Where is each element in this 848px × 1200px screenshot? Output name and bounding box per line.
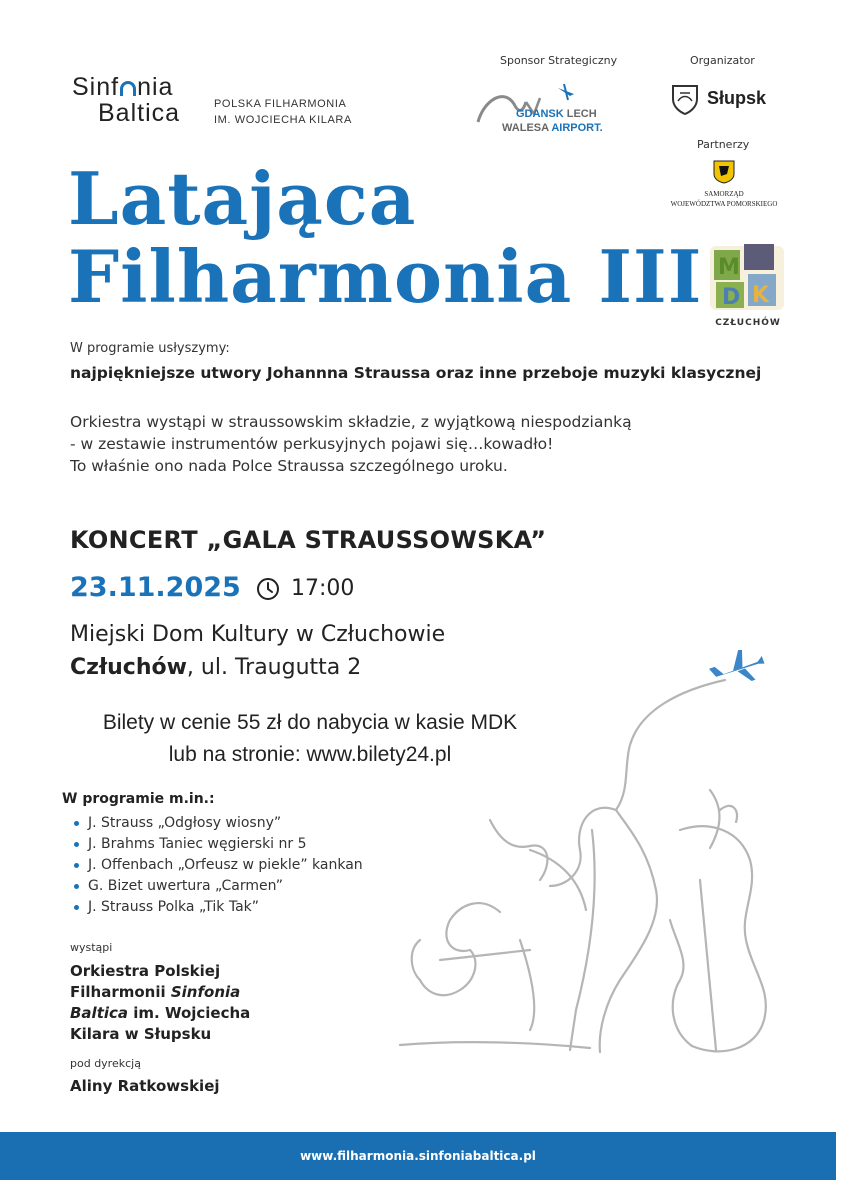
tickets-line2: lub na stronie: www.bilety24.pl xyxy=(168,743,452,766)
svg-text:K: K xyxy=(752,283,770,308)
list-item xyxy=(72,813,363,834)
slupsk-crest-icon xyxy=(670,83,700,115)
sinfonia-baltica-logo xyxy=(72,74,362,130)
mdk-emblem-icon xyxy=(704,240,792,320)
bullet-icon xyxy=(74,821,79,826)
pomorskie-logo xyxy=(662,160,786,214)
svg-text:M: M xyxy=(718,255,740,280)
orchestra-sketch-illustration xyxy=(380,650,820,1070)
airport-gdansk: GDANSK xyxy=(516,108,564,120)
venue-name: Miejski Dom Kultury w Człuchowie xyxy=(70,622,446,647)
airport-logo xyxy=(474,80,620,140)
performers-line4: Kilara w Słupsku xyxy=(70,1025,212,1043)
performers-line3 xyxy=(70,1003,250,1024)
airport-walesa: WALESA xyxy=(502,122,549,134)
tickets-line1: Bilety w cenie 55 zł do nabycia w kasie MDK xyxy=(102,711,518,734)
sponsor-label: Sponsor Strategiczny xyxy=(500,54,618,67)
venue-street: , ul. Traugutta 2 xyxy=(186,655,362,680)
footer-bar xyxy=(0,1132,836,1180)
logo-part-b: nia xyxy=(137,73,174,101)
logo-subtitle-2: IM. WOJCIECHA KILARA xyxy=(214,114,352,126)
pomorskie-line1: SAMORZĄD xyxy=(704,190,744,198)
clock-icon xyxy=(256,577,280,601)
program-list xyxy=(72,813,363,918)
pomorskie-line2: WOJEWÓDZTWA POMORSKIEGO xyxy=(670,200,778,208)
mdk-city: CZŁUCHÓW xyxy=(715,318,781,328)
logo-part-a: Sinf xyxy=(72,73,120,101)
program-item-4: G. Bizet uwertura „Carmen” xyxy=(88,878,283,894)
concert-date: 23.11.2025 xyxy=(70,572,241,603)
venue-address xyxy=(70,651,361,685)
logo-o-arc-icon xyxy=(120,81,136,96)
description-line1: Orkiestra wystąpi w straussowskim składzie, z wyjątkową niespodzianką xyxy=(70,413,632,431)
slupsk-logo xyxy=(670,83,780,117)
airport-name-line1 xyxy=(516,108,597,120)
concert-time: 17:00 xyxy=(291,576,355,601)
description-line3: To właśnie ono nada Polce Straussa szczególnego uroku. xyxy=(70,457,508,475)
description-line2: - w zestawie instrumentów perkusyjnych pojawi się…kowadło! xyxy=(70,435,554,453)
program-item-1: J. Strauss „Odgłosy wiosny” xyxy=(88,815,282,831)
performers-line1: Orkiestra Polskiej xyxy=(70,962,221,980)
slupsk-name: Słupsk xyxy=(707,88,767,108)
performers-name xyxy=(70,961,250,1045)
title-line1: Latająca xyxy=(68,156,417,241)
performers-line2-a: Filharmonii xyxy=(70,983,171,1001)
list-item xyxy=(72,876,363,897)
svg-text:D: D xyxy=(722,285,741,310)
organizer-label: Organizator xyxy=(690,54,755,67)
airplane-icon xyxy=(706,650,768,693)
logo-wordmark-line2: Baltica xyxy=(98,99,181,127)
list-item xyxy=(72,855,363,876)
program-item-2: J. Brahms Taniec węgierski nr 5 xyxy=(88,836,307,852)
performers-line3-b: im. Wojciecha xyxy=(128,1004,251,1022)
mdk-logo xyxy=(704,240,792,332)
airport-lech: LECH xyxy=(566,108,597,120)
program-item-3: J. Offenbach „Orfeusz w piekle” kankan xyxy=(88,857,363,873)
partners-label: Partnerzy xyxy=(697,138,750,151)
performers-line2 xyxy=(70,982,250,1003)
bullet-icon xyxy=(74,905,79,910)
logo-wordmark-line1 xyxy=(72,74,173,100)
performers-line2-b: Sinfonia xyxy=(170,983,241,1001)
concert-title: KONCERT „GALA STRAUSSOWSKA” xyxy=(70,526,547,554)
airport-name-line2 xyxy=(502,122,603,134)
title-line2: Filharmonia III xyxy=(68,234,703,319)
program-item-5: J. Strauss Polka „Tik Tak” xyxy=(88,899,260,915)
conductor-name: Aliny Ratkowskiej xyxy=(70,1077,220,1095)
performers-label: wystąpi xyxy=(70,941,113,954)
footer-url[interactable]: www.filharmonia.sinfoniabaltica.pl xyxy=(300,1149,536,1163)
conductor-label: pod dyrekcją xyxy=(70,1057,141,1070)
griffin-crest-icon xyxy=(713,160,735,184)
bullet-icon xyxy=(74,863,79,868)
performers-line3-a: Baltica xyxy=(70,1004,129,1022)
logo-subtitle-1: POLSKA FILHARMONIA xyxy=(214,98,347,110)
bullet-icon xyxy=(74,842,79,847)
list-item xyxy=(72,834,363,855)
list-item xyxy=(72,897,363,918)
program-heading: W programie m.in.: xyxy=(62,791,215,807)
bullet-icon xyxy=(74,884,79,889)
program-lead: najpiękniejsze utwory Johannna Straussa oraz inne przeboje muzyki klasycznej xyxy=(70,364,762,382)
venue-city: Człuchów xyxy=(70,655,187,680)
airport-airport: AIRPORT. xyxy=(551,122,603,134)
program-intro-label: W programie usłyszymy: xyxy=(70,341,230,356)
